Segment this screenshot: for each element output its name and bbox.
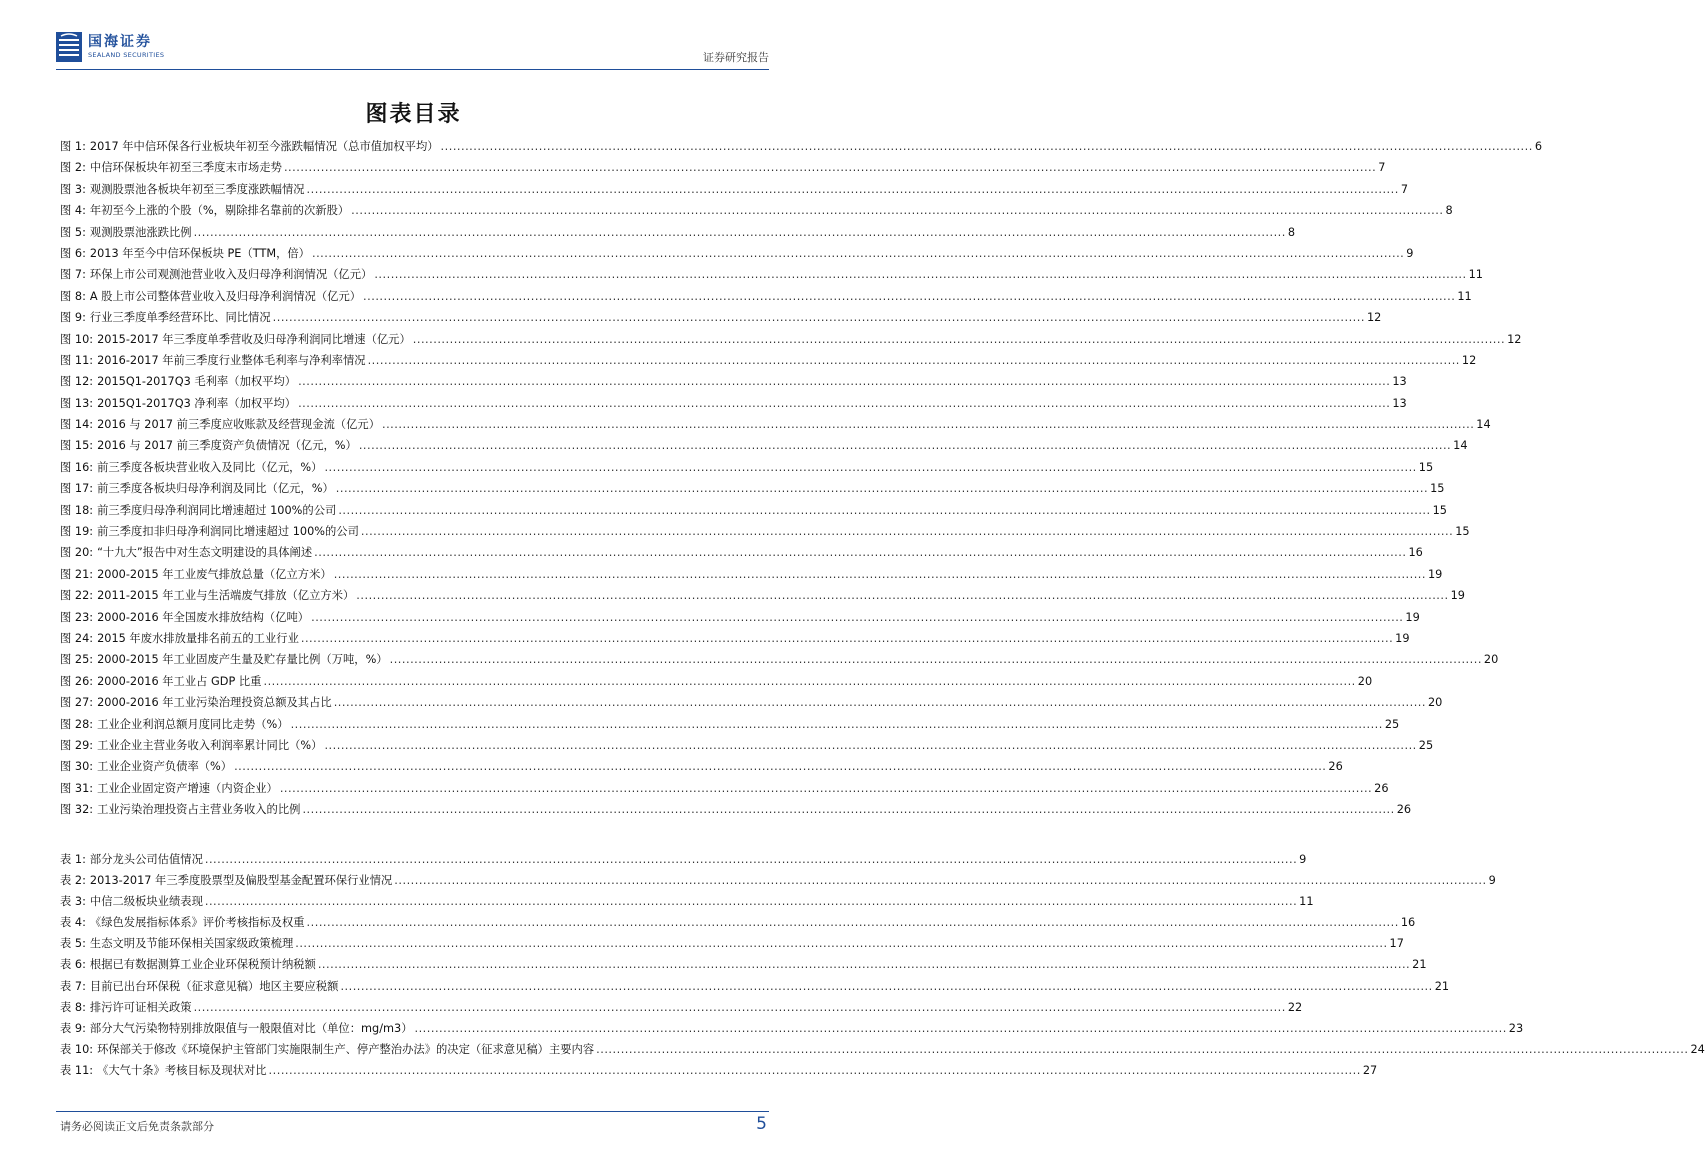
figure-toc-list (60, 138, 1543, 823)
toc-entry-title: 2000-2016 年工业占 GDP 比重 (97, 674, 262, 688)
toc-leader-dots (295, 937, 1387, 950)
toc-entry-title: 目前已出台环保税（征求意见稿）地区主要应税额 (89, 979, 339, 993)
toc-entry-label: 表 4: (60, 916, 86, 930)
toc-entry-title: 中信环保板块年初至三季度末市场走势 (89, 161, 282, 175)
table-toc-entry[interactable] (60, 1041, 1705, 1062)
toc-entry-label: 表 5: (60, 937, 86, 951)
figure-toc-entry[interactable] (60, 609, 1420, 630)
toc-entry-page: 21 (1412, 958, 1427, 972)
toc-entry-label: 图 7: (60, 268, 86, 282)
toc-entry-page: 12 (1507, 332, 1522, 346)
toc-entry-title: 2017 年中信环保各行业板块年初至今涨跌幅情况（总市值加权平均） (89, 140, 439, 153)
table-toc-entry[interactable] (60, 935, 1404, 956)
toc-entry-label: 图 24: (60, 631, 94, 645)
toc-entry-page: 15 (1418, 460, 1434, 474)
toc-entry-title: 工业污染治理投资占主营业务收入的比例 (97, 803, 301, 817)
toc-entry-page: 27 (1362, 1063, 1378, 1077)
toc-entry-title: 2016 与 2017 前三季度应收账款及经营现金流（亿元） (97, 418, 380, 432)
toc-entry-label: 图 10: (60, 332, 94, 346)
toc-entry-label: 图 15: (60, 439, 94, 453)
toc-entry-title: 《绿色发展指标体系》评价考核指标及权重 (89, 916, 305, 930)
toc-leader-dots (356, 589, 1448, 602)
toc-entry-label: 图 22: (60, 589, 94, 603)
toc-entry-label: 图 14: (60, 418, 94, 432)
toc-entry-title: 2000-2016 年工业污染治理投资总额及其占比 (97, 696, 332, 710)
figure-toc-entry[interactable] (60, 266, 1483, 287)
figure-toc-entry[interactable] (60, 480, 1445, 501)
toc-leader-dots (194, 1001, 1286, 1014)
toc-entry-label: 图 19: (60, 525, 94, 539)
toc-entry-page: 6 (1534, 140, 1543, 153)
toc-leader-dots (311, 611, 1403, 624)
toc-entry-page: 7 (1378, 161, 1386, 175)
toc-entry-page: 19 (1405, 610, 1420, 624)
toc-entry-label: 图 17: (60, 482, 94, 496)
figure-toc-entry[interactable] (60, 523, 1470, 544)
toc-entry-page: 20 (1483, 653, 1499, 667)
toc-entry-label: 图 5: (60, 225, 86, 239)
toc-entry-page: 9 (1488, 874, 1496, 888)
toc-leader-dots (307, 916, 1399, 929)
toc-entry-title: 2015 年废水排放量排名前五的工业行业 (97, 631, 299, 645)
toc-leader-dots (336, 482, 1428, 495)
toc-entry-label: 图 25: (60, 653, 94, 667)
toc-entry-label: 图 13: (60, 396, 94, 410)
figure-toc-entry[interactable] (60, 245, 1414, 266)
figure-toc-entry[interactable] (60, 352, 1477, 373)
toc-entry-label: 图 23: (60, 610, 94, 624)
toc-entry-page: 14 (1453, 439, 1468, 453)
toc-entry-label: 表 8: (60, 1000, 86, 1014)
report-type-label: 证券研究报告 (703, 51, 769, 64)
toc-entry-page: 11 (1299, 895, 1314, 909)
header-divider (56, 69, 769, 70)
toc-entry-label: 图 2: (60, 161, 86, 175)
toc-leader-dots (390, 653, 1482, 666)
toc-entry-title: 工业企业固定资产增速（内资企业） (97, 781, 278, 795)
toc-entry-page: 22 (1287, 1000, 1303, 1014)
figure-toc-entry[interactable] (60, 694, 1443, 715)
toc-entry-title: 排污许可证相关政策 (89, 1000, 192, 1014)
toc-entry-label: 图 29: (60, 738, 94, 752)
toc-entry-title: 部分龙头公司估值情况 (89, 853, 203, 866)
toc-entry-title: 年初至今上涨的个股（%，剔除排名靠前的次新股） (89, 204, 350, 218)
toc-entry-title: 2015Q1-2017Q3 净利率（加权平均） (97, 396, 297, 410)
toc-leader-dots (314, 546, 1406, 559)
figure-toc-entry[interactable] (60, 202, 1453, 223)
toc-leader-dots (234, 760, 1326, 773)
toc-entry-label: 图 1: (60, 140, 86, 153)
company-logo (56, 32, 164, 62)
toc-entry-title: 根据已有数据测算工业企业环保税预计纳税额 (89, 958, 316, 972)
toc-entry-label: 图 30: (60, 760, 94, 774)
toc-leader-dots (273, 311, 1365, 324)
toc-leader-dots (334, 568, 1426, 581)
toc-leader-dots (280, 782, 1372, 795)
toc-entry-page: 9 (1406, 246, 1414, 260)
toc-entry-label: 表 11: (60, 1063, 94, 1077)
toc-leader-dots (413, 333, 1505, 346)
toc-entry-page: 16 (1400, 916, 1416, 930)
toc-entry-title: 前三季度各板块营业收入及同比（亿元，%） (97, 460, 323, 474)
figure-toc-entry[interactable] (60, 288, 1472, 309)
toc-leader-dots (340, 980, 1432, 993)
toc-entry-title: 2016-2017 年前三季度行业整体毛利率与净利率情况 (97, 353, 366, 367)
toc-entry-label: 图 18: (60, 503, 94, 517)
toc-entry-title: 2016 与 2017 前三季度资产负债情况（亿元，%） (97, 439, 357, 453)
toc-entry-title: 2000-2015 年工业废气排放总量（亿立方米） (97, 567, 332, 581)
toc-entry-label: 图 3: (60, 182, 86, 196)
toc-entry-title: 行业三季度单季经营环比、同比情况 (89, 311, 271, 325)
toc-entry-label: 图 9: (60, 311, 86, 325)
toc-entry-page: 26 (1328, 760, 1343, 774)
toc-entry-title: 2015Q1-2017Q3 毛利率（加权平均） (97, 375, 297, 389)
figure-toc-entry[interactable] (60, 395, 1407, 416)
toc-leader-dots (596, 1043, 1688, 1056)
figure-toc-entry[interactable] (60, 630, 1410, 651)
toc-entry-label: 表 7: (60, 979, 86, 993)
table-toc-entry[interactable] (60, 956, 1427, 977)
table-toc-entry[interactable] (60, 999, 1303, 1020)
toc-entry-page: 12 (1461, 353, 1477, 367)
logo-cn-text: 国海证券 (88, 34, 152, 51)
page-header (56, 28, 769, 68)
table-toc-entry[interactable] (60, 851, 1307, 872)
toc-entry-label: 图 32: (60, 803, 94, 817)
table-toc-entry[interactable] (60, 1020, 1524, 1041)
toc-entry-label: 图 11: (60, 353, 94, 367)
toc-leader-dots (298, 375, 1390, 388)
toc-entry-page: 20 (1428, 696, 1443, 710)
table-toc-entry[interactable] (60, 914, 1416, 935)
toc-entry-page: 26 (1374, 781, 1389, 795)
toc-leader-dots (415, 1022, 1507, 1035)
figure-toc-entry[interactable] (60, 138, 1543, 159)
table-toc-list (60, 851, 1705, 1083)
figure-toc-entry[interactable] (60, 331, 1522, 352)
toc-leader-dots (338, 504, 1430, 517)
toc-leader-dots (318, 958, 1410, 971)
toc-entry-page: 14 (1476, 418, 1491, 432)
figure-toc-entry[interactable] (60, 566, 1443, 587)
toc-leader-dots (368, 354, 1460, 367)
toc-entry-page: 11 (1468, 268, 1483, 282)
toc-entry-title: 生态文明及节能环保相关国家级政策梳理 (89, 937, 294, 951)
toc-entry-label: 图 31: (60, 781, 94, 795)
toc-entry-title: 观测股票池各板块年初至三季度涨跌幅情况 (89, 182, 305, 196)
toc-entry-label: 图 16: (60, 460, 94, 474)
toc-entry-title: 工业企业利润总额月度同比走势（%） (97, 717, 289, 731)
disclaimer-note: 请务必阅读正文后免责条款部分 (60, 1120, 214, 1133)
figure-toc-entry[interactable] (60, 673, 1373, 694)
toc-leader-dots (363, 290, 1455, 303)
figure-toc-entry[interactable] (60, 587, 1465, 608)
toc-entry-page: 21 (1434, 979, 1450, 993)
toc-leader-dots (205, 895, 1297, 908)
toc-entry-title: A 股上市公司整体营业收入及归母净利润情况（亿元） (89, 289, 362, 303)
toc-entry-label: 图 21: (60, 567, 94, 581)
toc-entry-label: 图 27: (60, 696, 94, 710)
sealand-logo-icon (56, 32, 82, 62)
toc-entry-page: 25 (1418, 738, 1434, 752)
toc-entry-label: 图 6: (60, 246, 86, 260)
toc-entry-page: 11 (1457, 289, 1472, 303)
figure-toc-entry[interactable] (60, 801, 1412, 822)
figure-toc-entry[interactable] (60, 716, 1400, 737)
toc-entry-page: 7 (1400, 182, 1409, 196)
toc-entry-page: 20 (1357, 674, 1373, 688)
table-toc-entry[interactable] (60, 978, 1450, 999)
figure-toc-entry[interactable] (60, 181, 1409, 202)
toc-entry-label: 表 9: (60, 1021, 86, 1035)
toc-leader-dots (394, 874, 1486, 887)
toc-entry-page: 25 (1384, 717, 1400, 731)
figure-toc-entry[interactable] (60, 502, 1447, 523)
figure-toc-entry[interactable] (60, 437, 1468, 458)
toc-entry-page: 12 (1366, 311, 1382, 325)
toc-leader-dots (351, 204, 1443, 217)
toc-leader-dots (307, 183, 1399, 196)
toc-entry-page: 17 (1389, 937, 1404, 951)
toc-entry-page: 8 (1287, 225, 1296, 239)
toc-leader-dots (361, 525, 1453, 538)
toc-entry-title: 中信二级板块业绩表现 (89, 895, 203, 909)
toc-entry-label: 表 6: (60, 958, 86, 972)
toc-leader-dots (301, 632, 1393, 645)
toc-entry-title: “十九大”报告中对生态文明建设的具体阐述 (97, 546, 313, 560)
toc-entry-title: 环保部关于修改《环境保护主管部门实施限制生产、停产整治办法》的决定（征求意见稿）主要内容 (97, 1042, 595, 1056)
toc-entry-page: 16 (1408, 546, 1423, 560)
toc-entry-page: 15 (1430, 482, 1445, 496)
toc-entry-title: 前三季度扣非归母净利润同比增速超过 100%的公司 (97, 525, 359, 539)
figure-toc-entry[interactable] (60, 373, 1407, 394)
toc-entry-title: 观测股票池涨跌比例 (89, 225, 192, 239)
toc-entry-title: 《大气十条》考核目标及现状对比 (97, 1063, 267, 1077)
toc-leader-dots (291, 718, 1383, 731)
toc-entry-title: 2000-2015 年工业固废产生量及贮存量比例（万吨，%） (97, 653, 388, 667)
toc-entry-page: 24 (1690, 1042, 1705, 1056)
figure-toc-entry[interactable] (60, 780, 1389, 801)
toc-entry-label: 图 4: (60, 204, 86, 218)
table-toc-entry[interactable] (60, 1062, 1378, 1083)
toc-entry-label: 图 26: (60, 674, 94, 688)
toc-entry-label: 表 3: (60, 895, 86, 909)
toc-entry-page: 23 (1508, 1021, 1524, 1035)
toc-leader-dots (194, 226, 1286, 239)
figure-toc-entry[interactable] (60, 224, 1296, 245)
toc-entry-title: 2013 年至今中信环保板块 PE（TTM，倍） (89, 246, 310, 260)
toc-entry-title: 前三季度各板块归母净利润及同比（亿元，%） (97, 482, 334, 496)
toc-entry-title: 2000-2016 年全国废水排放结构（亿吨） (97, 610, 310, 624)
toc-leader-dots (263, 675, 1355, 688)
toc-entry-page: 19 (1395, 631, 1410, 645)
footer-divider (56, 1111, 769, 1112)
toc-entry-title: 环保上市公司观测池营业收入及归母净利润情况（亿元） (89, 268, 373, 282)
figure-toc-entry[interactable] (60, 651, 1499, 672)
toc-entry-page: 15 (1455, 525, 1470, 539)
toc-entry-label: 图 20: (60, 546, 94, 560)
figure-toc-entry[interactable] (60, 544, 1423, 565)
table-toc-entry[interactable] (60, 872, 1496, 893)
toc-entry-page: 8 (1445, 204, 1453, 218)
toc-leader-dots (302, 803, 1394, 816)
page-title: 图表目录 (365, 102, 462, 127)
toc-entry-page: 26 (1396, 803, 1412, 817)
figure-toc-entry[interactable] (60, 459, 1434, 480)
toc-entry-title: 部分大气污染物特别排放限值与一般限值对比（单位：mg/m3） (89, 1021, 413, 1035)
toc-entry-title: 工业企业资产负债率（%） (97, 760, 233, 774)
figure-toc-entry[interactable] (60, 737, 1434, 758)
toc-leader-dots (298, 397, 1390, 410)
logo-en-text: SEALAND SECURITIES (88, 51, 165, 60)
toc-entry-title: 2011-2015 年工业与生活端废气排放（亿立方米） (97, 589, 355, 603)
toc-entry-page: 19 (1428, 567, 1443, 581)
toc-entry-label: 图 8: (60, 289, 86, 303)
toc-entry-title: 前三季度归母净利润同比增速超过 100%的公司 (97, 503, 337, 517)
toc-entry-page: 13 (1392, 396, 1407, 410)
toc-leader-dots (269, 1064, 1361, 1077)
toc-entry-title: 2013-2017 年三季度股票型及偏股型基金配置环保行业情况 (89, 874, 393, 888)
toc-entry-page: 9 (1299, 853, 1307, 866)
toc-leader-dots (284, 161, 1376, 174)
figure-toc-entry[interactable] (60, 309, 1382, 330)
figure-toc-entry[interactable] (60, 758, 1343, 779)
table-toc-entry[interactable] (60, 893, 1314, 914)
toc-leader-dots (334, 696, 1426, 709)
toc-entry-page: 13 (1392, 375, 1407, 389)
toc-entry-label: 图 28: (60, 717, 94, 731)
toc-entry-page: 19 (1450, 589, 1465, 603)
page-number: 5 (756, 1114, 767, 1134)
toc-entry-label: 图 12: (60, 375, 94, 389)
toc-leader-dots (324, 739, 1416, 752)
toc-entry-page: 15 (1432, 503, 1447, 517)
toc-leader-dots (441, 140, 1533, 153)
figure-toc-entry[interactable] (60, 159, 1386, 180)
figure-toc-entry[interactable] (60, 416, 1491, 437)
toc-leader-dots (374, 268, 1466, 281)
toc-entry-label: 表 2: (60, 874, 86, 888)
toc-leader-dots (312, 247, 1404, 260)
toc-leader-dots (205, 853, 1297, 866)
toc-entry-label: 表 10: (60, 1042, 94, 1056)
toc-leader-dots (324, 461, 1416, 474)
toc-entry-title: 工业企业主营业务收入利润率累计同比（%） (97, 738, 323, 752)
toc-entry-label: 表 1: (60, 853, 86, 866)
toc-leader-dots (382, 418, 1474, 431)
toc-leader-dots (359, 439, 1451, 452)
toc-entry-title: 2015-2017 年三季度单季营收及归母净利润同比增速（亿元） (97, 332, 411, 346)
